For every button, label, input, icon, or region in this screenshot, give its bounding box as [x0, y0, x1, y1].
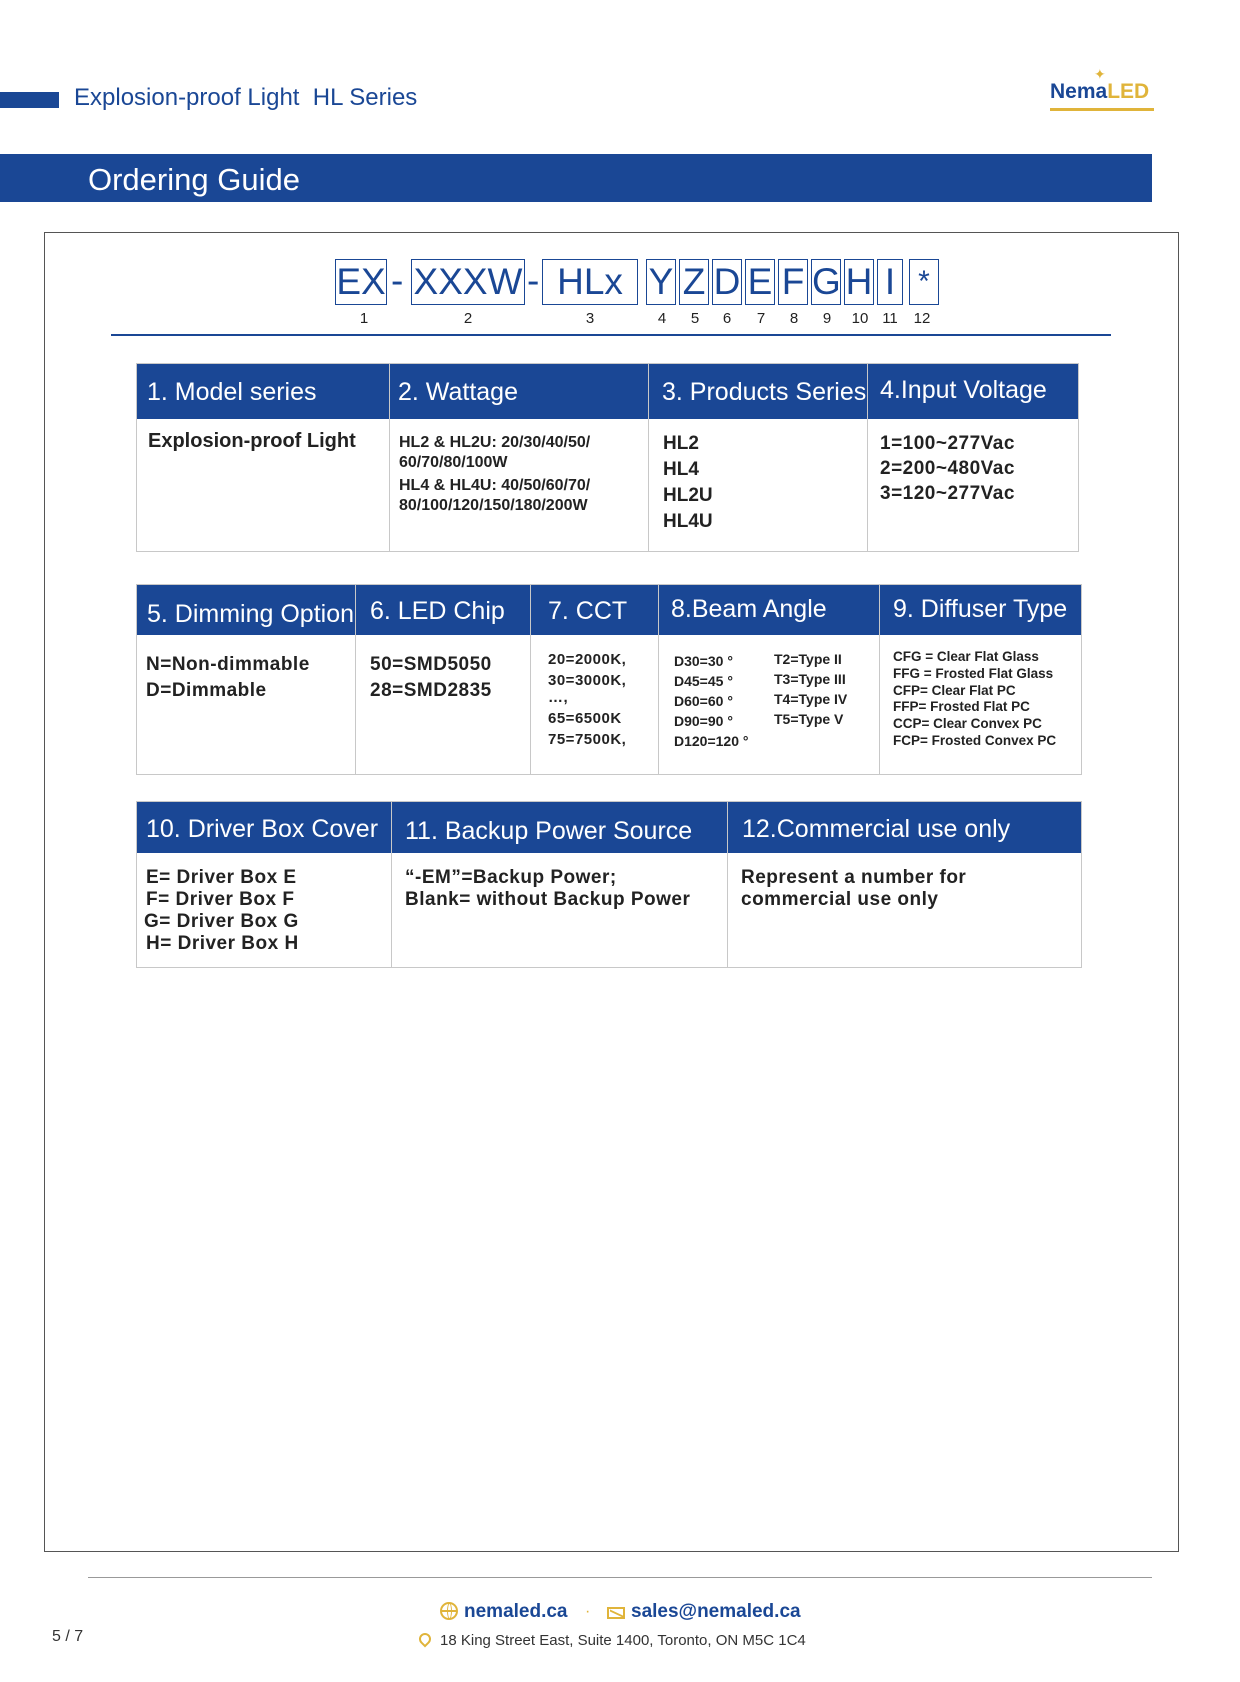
code-divider [111, 334, 1111, 336]
code-number: 7 [756, 310, 766, 327]
model-series-value: Explosion-proof Light [148, 430, 356, 452]
code-number: 4 [657, 310, 667, 327]
globe-icon [440, 1602, 458, 1620]
location-pin-icon [417, 1631, 434, 1648]
header-commercial-use: 12.Commercial use only [742, 815, 1011, 843]
header-beam-angle: 8.Beam Angle [671, 595, 827, 623]
diffuser-type-values: CFG = Clear Flat Glass FFG = Frosted Flat Glass CFP= Clear Flat PC FFP= Frosted Flat PC CCP= Clear Convex PC FCP= Frosted Convex PC [893, 649, 1057, 748]
header-products-series: 3. Products Series [662, 378, 867, 406]
header-model-series: 1. Model series [147, 378, 317, 406]
cct-values: 20=2000K, 30=3000K, …, 65=6500K 75=7500K, [548, 651, 627, 748]
table-driver-backup-commercial [136, 801, 1082, 968]
header-wattage: 2. Wattage [398, 378, 518, 406]
code-separator: - [391, 260, 404, 301]
backup-power-values: “-EM”=Backup Power; Blank= without Backup Power [405, 867, 691, 910]
code-number: 5 [690, 310, 700, 327]
footer-dot-separator: · [585, 1603, 591, 1620]
code-number: 9 [822, 310, 832, 327]
email-link[interactable]: sales@nemaled.ca [631, 1601, 801, 1622]
beam-type-values: T2=Type II T3=Type III T4=Type IV T5=Type V [774, 651, 848, 727]
code-number: 6 [722, 310, 732, 327]
code-number: 3 [585, 310, 595, 327]
header-diffuser-type: 9. Diffuser Type [893, 595, 1068, 623]
header-cct: 7. CCT [548, 597, 628, 625]
table-dimming-chip-cct-beam-diffuser [136, 584, 1082, 775]
ordering-guide-banner [0, 154, 1152, 202]
code-number: 12 [913, 310, 931, 327]
code-part-z: Z [679, 259, 709, 305]
code-part-e: E [745, 259, 775, 305]
code-number: 8 [789, 310, 799, 327]
code-separator: - [527, 260, 540, 301]
table-model-wattage-series-voltage [136, 363, 1079, 552]
logo-star-icon: ✦ [1094, 66, 1106, 82]
code-part-d: D [712, 259, 742, 305]
code-part-y: Y [646, 259, 676, 305]
code-part-star: * [909, 259, 939, 305]
section-title: Ordering Guide [88, 162, 300, 197]
header-dimming-option: 5. Dimming Option [147, 600, 355, 628]
code-part-i: I [877, 259, 903, 305]
website-link[interactable]: nemaled.ca [464, 1601, 568, 1622]
code-part-h: H [844, 259, 874, 305]
address-text: 18 King Street East, Suite 1400, Toronto, ON M5C 1C4 [440, 1632, 806, 1649]
beam-angle-values: D30=30 ° D45=45 ° D60=60 ° D90=90 ° D120=120 ° [674, 653, 749, 749]
header-backup-power-source: 11. Backup Power Source [405, 817, 693, 845]
code-number: 2 [463, 310, 473, 327]
products-series-values: HL2 HL4 HL2U HL4U [663, 433, 713, 532]
mail-icon [607, 1607, 625, 1619]
page-number: 5 / 7 [52, 1628, 84, 1645]
header-input-voltage: 4.Input Voltage [880, 376, 1047, 404]
header-accent-bar [0, 92, 59, 108]
header-driver-box-cover: 10. Driver Box Cover [146, 815, 379, 843]
footer-divider [88, 1577, 1152, 1578]
code-part-f: F [778, 259, 808, 305]
code-number: 10 [851, 310, 869, 327]
code-part-g: G [811, 259, 841, 305]
driver-box-values: E= Driver Box E F= Driver Box F G= Driver Box G H= Driver Box H [144, 867, 299, 954]
code-number: 1 [359, 310, 369, 327]
nemaled-logo: ✦ NemaLED [1050, 66, 1154, 114]
code-number: 11 [882, 310, 898, 327]
dimming-values: N=Non-dimmable D=Dimmable [146, 654, 310, 701]
code-part-series: HLx [542, 259, 638, 305]
input-voltage-values: 1=100~277Vac 2=200~480Vac 3=120~277Vac [880, 433, 1015, 504]
header-led-chip: 6. LED Chip [370, 597, 505, 625]
commercial-use-values: Represent a number for commercial use only [741, 867, 967, 910]
document-title: Explosion-proof Light HL Series [74, 84, 418, 111]
code-part-ex: EX [335, 259, 387, 305]
wattage-values: HL2 & HL2U: 20/30/40/50/ 60/70/80/100W HL4 & HL4U: 40/50/60/70/ 80/100/120/150/180/200W [399, 434, 591, 514]
led-chip-values: 50=SMD5050 28=SMD2835 [370, 654, 492, 701]
code-part-wattage: XXXW [411, 259, 525, 305]
